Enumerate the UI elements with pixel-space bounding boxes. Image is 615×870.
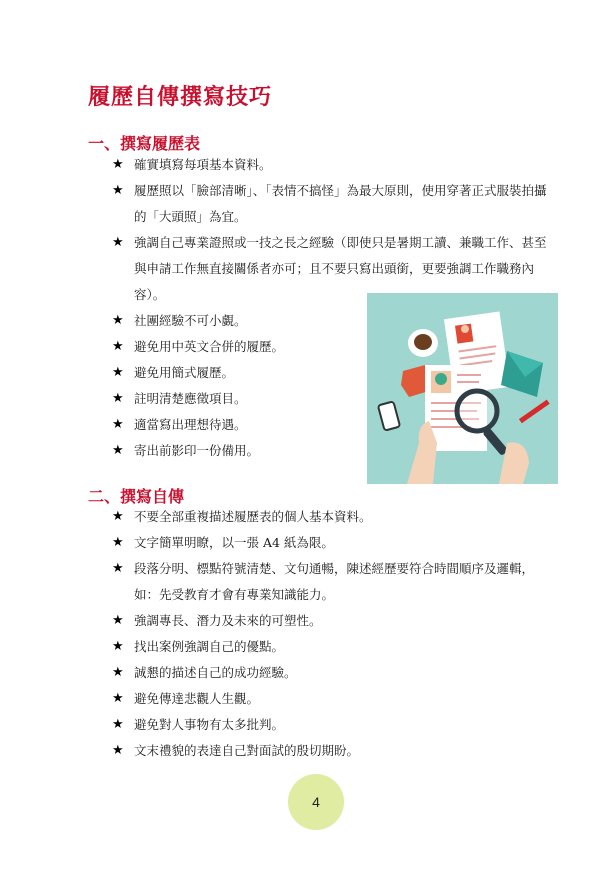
list-item: ★ 段落分明、標點符號清楚、文句通暢，陳述經歷要符合時間順序及邏輯，如：先受教育才會有專業知識能力。	[112, 556, 542, 608]
list-item: ★ 避免傳達悲觀人生觀。	[112, 686, 542, 712]
list-item: ★ 社團經驗不可小覷。	[112, 308, 366, 334]
star-icon: ★	[112, 509, 124, 524]
list-item: ★ 避免對人事物有太多批判。	[112, 712, 542, 738]
list-item: ★ 確實填寫每項基本資料。	[112, 152, 552, 178]
star-icon: ★	[112, 313, 124, 328]
star-icon: ★	[112, 183, 124, 198]
star-icon: ★	[112, 691, 124, 706]
section-heading-autobiography: 二、撰寫自傳	[88, 487, 185, 506]
page-number-badge	[288, 774, 344, 830]
list-item: ★ 誠懇的描述自己的成功經驗。	[112, 660, 542, 686]
section-heading-resume: 一、撰寫履歷表	[88, 134, 201, 153]
star-icon: ★	[112, 339, 124, 354]
list-item: ★ 履歷照以「臉部清晰」、「表情不搞怪」為最大原則，使用穿著正式服裝拍攝的「大頭照」為宜。	[112, 178, 552, 230]
page-title: 履歷自傳撰寫技巧	[88, 84, 273, 110]
star-icon: ★	[112, 665, 124, 680]
list-item: ★ 適當寫出理想待遇。	[112, 412, 366, 438]
list-item: ★ 強調專長、潛力及未來的可塑性。	[112, 608, 542, 634]
star-icon: ★	[112, 613, 124, 628]
star-icon: ★	[112, 717, 124, 732]
list-item: ★ 強調自己專業證照或一技之長之經驗（即使只是暑期工讀、兼職工作、甚至與申請工作無直接關係者亦可；且不要只寫出頭銜，更要強調工作職務內容）。	[112, 230, 552, 308]
list-item: ★ 文字簡單明瞭，以一張 A4 紙為限。	[112, 530, 542, 556]
list-item: ★ 註明清楚應徵項目。	[112, 386, 366, 412]
star-icon: ★	[112, 417, 124, 432]
autobiography-tips-list	[112, 504, 542, 764]
star-icon: ★	[112, 365, 124, 380]
star-icon: ★	[112, 391, 124, 406]
star-icon: ★	[112, 639, 124, 654]
star-icon: ★	[112, 443, 124, 458]
resume-review-illustration	[367, 293, 558, 484]
list-item: ★ 避免用中英文合併的履歷。	[112, 334, 366, 360]
star-icon: ★	[112, 743, 124, 758]
list-item: ★ 避免用簡式履歷。	[112, 360, 366, 386]
list-item: ★ 找出案例強調自己的優點。	[112, 634, 542, 660]
list-item: ★ 不要全部重複描述履歷表的個人基本資料。	[112, 504, 542, 530]
star-icon: ★	[112, 535, 124, 550]
star-icon: ★	[112, 157, 124, 172]
star-icon: ★	[112, 561, 124, 576]
list-item: ★ 寄出前影印一份備用。	[112, 438, 366, 464]
star-icon: ★	[112, 235, 124, 250]
page-number: 4	[312, 794, 320, 810]
list-item: ★ 文末禮貌的表達自己對面試的殷切期盼。	[112, 738, 542, 764]
